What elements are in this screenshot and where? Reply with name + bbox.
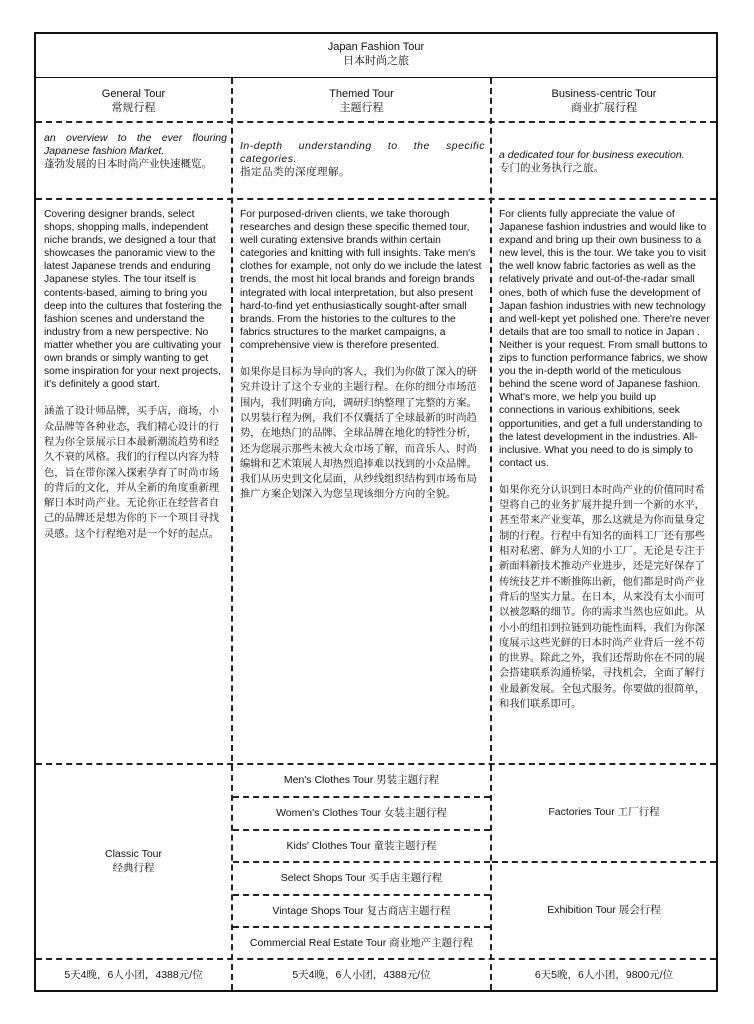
themed-name-en: Themed Tour bbox=[329, 88, 394, 100]
themed-tour-item: Women's Clothes Tour 女装主题行程 bbox=[276, 807, 447, 819]
general-body-en: Covering designer brands, select shops, shopping malls, independent niche brands, we designed a tour that showcases the panoramic view to the latest Japanese trends and enduring Japanese styles. The tour itself is contents-based, aiming to bring you deep into the cultures that fostering the fashion scenes and understand the industry from a new perspective. No matter whether you are cultivating your own brands or simply wanting to get some inspiration for your next projects, it's definitely a good start. bbox=[44, 209, 223, 391]
business-intro-en: a dedicated tour for business execution. bbox=[499, 149, 685, 161]
header-divider bbox=[36, 121, 716, 123]
themed-tour-item: Kids' Clothes Tour 童装主题行程 bbox=[286, 839, 437, 852]
themed-price: 5天4晚，6人小团，4388元/位 bbox=[292, 968, 431, 981]
themed-body-en: For purposed-driven clients, we take thorough researches and design these specific themed tour, well curating extensive brands within certain categories and knitting with full insights. Take men's clothes for example, not only do we include the latest trends, the most hit local brands and foreign brands integrated with local interpretation, but also present hard-to-find yet enthusiastically sought-after small brands. From the histories to the cultures to the fabrics structures to the market campaigns, a comprehensive view is therefore presented. bbox=[240, 209, 482, 351]
intro-divider bbox=[36, 198, 716, 200]
themed-tour-item: Men's Clothes Tour 男装主题行程 bbox=[283, 774, 440, 786]
general-name-en: General Tour bbox=[101, 88, 166, 100]
general-intro-en: an overview to the ever flouring Japanese fashion Market. bbox=[44, 132, 227, 157]
business-intro-zh: 专门的业务执行之旅。 bbox=[499, 162, 604, 174]
themed-body bbox=[240, 208, 483, 516]
title-zh: 日本时尚之旅 bbox=[343, 55, 409, 67]
business-intro bbox=[499, 149, 713, 175]
classic-tour-en: Classic Tour bbox=[105, 848, 162, 860]
themed-intro-zh: 指定品类的深度理解。 bbox=[240, 166, 350, 178]
themed-tour-item: Select Shops Tour 买手店主题行程 bbox=[280, 872, 443, 884]
business-price: 6天5晚，6人小团，9800元/位 bbox=[534, 968, 674, 981]
general-price: 5天4晚，6人小团，4388元/位 bbox=[64, 968, 203, 981]
column-header-themed bbox=[233, 87, 490, 115]
column-header-business bbox=[492, 87, 716, 115]
business-body bbox=[499, 208, 711, 725]
general-body-zh: 涵盖了设计师品牌，买手店，商场，小众品牌等各种业态，我们精心设计的行程为你全景展示日本最新潮流趋势和经久不衰的风格。我们的行程以内容为特色，旨在带你深入探索孕育了时尚市场的背后的文化，并从全新的角度重新理解日本时尚产业。无论你正在经营者自己的品牌还是想为你的下一个项目寻找灵感。这个行程绝对是一个好的起点。 bbox=[44, 406, 220, 540]
general-body bbox=[44, 208, 224, 555]
business-name-zh: 商业扩展行程 bbox=[571, 102, 637, 114]
column-header-general bbox=[36, 87, 231, 115]
themed-tour-item: Vintage Shops Tour 复古商店主题行程 bbox=[272, 904, 451, 917]
business-body-en: For clients fully appreciate the value of Japanese fashion industries and would like to expand and bring up their own business to a new level, this is the tour. We take you to visit the well know fabric factories as well as the relatively private and out-of-the-radar small ones, both of which fuse the development of Japan fashion industries with new technology and well-kept yet polished one. There're never details that are too small to notice in Japan . Neither is your request. From small buttons to zips to function performance fabrics, we show you the in-depth world of the meticulous behind the scene word of Japanese fashion. What's more, we help you build up connections in various exhibitions, seek opportunities, and get a full understanding to the latest development in the industries. All-inclusive. What you need to do is simply to contact us. bbox=[499, 209, 710, 469]
general-intro bbox=[44, 132, 227, 171]
title-en: Japan Fashion Tour bbox=[327, 41, 425, 53]
themed-tour-item: Commercial Real Estate Tour 商业地产主题行程 bbox=[249, 936, 474, 949]
classic-tour-zh: 经典行程 bbox=[112, 862, 155, 874]
title-divider bbox=[36, 77, 716, 78]
table-title bbox=[36, 40, 716, 68]
business-tour-item: Exhibition Tour 展会行程 bbox=[547, 904, 661, 916]
general-name-zh: 常规行程 bbox=[111, 102, 156, 114]
business-name-en: Business-centric Tour bbox=[551, 88, 657, 100]
business-body-zh: 如果你充分认识到日本时尚产业的价值同时希望将自己的业务扩展并提升到一个新的水平，甚至带来产业变革，那么这就是为你而量身定制的行程。行程中有知名的面料工厂还有那些相对私密、鲜为人知的小工厂。无论是专注于新面料新技术推动产业进步，还是完好保存了传统技艺并不断推陈出新，他们都是时尚产业背后的坚实力量。在日本，从来没有太小而可以被忽略的细节。你的需求当然也应如此。从小小的纽扣到拉链到功能性面料，我们为你深度展示这些光鲜的日本时尚产业背后一丝不苟的世界。除此之外，我们还帮助你在不同的展会搭建联系沟通桥梁，寻找机会，全面了解行业最新发展。全包式服务。你要做的很简单，和我们联系即可。 bbox=[499, 484, 705, 711]
themed-name-zh: 主题行程 bbox=[339, 102, 384, 114]
themed-intro bbox=[240, 140, 485, 179]
general-intro-zh: 蓬勃发展的日本时尚产业快速概览。 bbox=[44, 158, 212, 170]
classic-tour-cell bbox=[36, 764, 231, 958]
themed-body-zh: 如果你是目标为导向的客人，我们为你做了深入的研究并设计了这个专业的主题行程。在你的细分市场范围内，我们明确方向，调研归纳整理了完整的方案。以男装行程为例，我们不仅囊括了全球最新的时尚趋势，在地热门的品牌、全球品牌在地化的特性分析，还为您展示那些未被大众市场了解，而音乐人、时尚编辑和艺术策展人却热烈追捧难以找到的小众品牌。我们从历史到文化层面，从纱线组织结构到市场布局推广方案企划深入为您呈现该细分方向的全貌。 bbox=[240, 367, 477, 501]
business-tour-item: Factories Tour 工厂行程 bbox=[548, 806, 660, 818]
themed-intro-en: In-depth understanding to the specific categories. bbox=[240, 140, 485, 165]
